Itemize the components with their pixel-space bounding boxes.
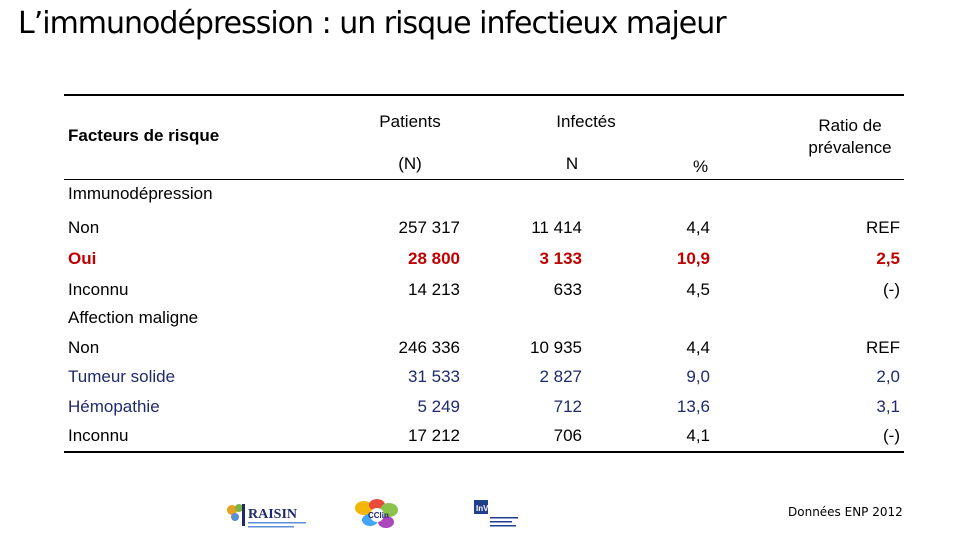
- cell-ratio: REF: [866, 218, 900, 237]
- header-ratio-line1: Ratio de: [818, 116, 882, 135]
- cell-patients: 257 317: [398, 218, 460, 237]
- svg-text:CClin: CClin: [368, 511, 389, 520]
- cell-percent: 4,4: [686, 218, 710, 237]
- row-label: Hémopathie: [68, 397, 160, 416]
- cell-patients: 5 249: [417, 397, 460, 416]
- cell-percent: 4,4: [686, 338, 710, 357]
- header-patients: Patients: [379, 112, 441, 131]
- table-top-rule: [64, 94, 904, 96]
- cell-infected: 10 935: [530, 338, 582, 357]
- raisin-logo: [222, 498, 314, 532]
- slide-title: L’immunodépression : un risque infectieux majeur: [18, 6, 726, 41]
- section-title-immunodepression: Immunodépression: [68, 184, 213, 203]
- cell-patients: 246 336: [398, 338, 460, 357]
- row-label: Tumeur solide: [68, 367, 176, 386]
- svg-text:RAISIN: RAISIN: [248, 507, 298, 522]
- header-infected-n: N: [565, 154, 579, 173]
- cell-percent: 4,5: [686, 280, 710, 299]
- cell-ratio: (-): [883, 280, 900, 299]
- cell-infected: 11 414: [531, 218, 582, 237]
- cell-percent: 13,6: [676, 397, 710, 416]
- cell-infected: 3 133: [539, 249, 582, 268]
- cell-infected: 712: [553, 397, 582, 416]
- header-infected: Infectés: [556, 112, 616, 131]
- cell-ratio: 2,0: [876, 367, 900, 386]
- cell-patients: 31 533: [408, 367, 460, 386]
- source-note: Données ENP 2012: [788, 505, 903, 519]
- cell-infected: 2 827: [539, 367, 582, 386]
- row-label: Inconnu: [68, 426, 129, 445]
- table-header-rule: [64, 179, 904, 180]
- row-label: Inconnu: [68, 280, 129, 299]
- header-percent: %: [693, 157, 709, 176]
- row-label: Non: [68, 338, 100, 357]
- cell-infected: 706: [553, 426, 582, 445]
- cell-percent: 10,9: [676, 249, 710, 268]
- header-patients-n: (N): [398, 154, 422, 173]
- cell-patients: 17 212: [408, 426, 460, 445]
- invs-logo: [474, 500, 520, 530]
- cell-patients: 14 213: [408, 280, 460, 299]
- section-title-affection-maligne: Affection maligne: [68, 308, 199, 327]
- header-factors: Facteurs de risque: [68, 126, 220, 145]
- cell-ratio: REF: [866, 338, 900, 357]
- cell-patients: 28 800: [408, 249, 460, 268]
- svg-text:InVS: InVS: [476, 504, 494, 513]
- header-ratio-line2: prévalence: [808, 138, 892, 157]
- table-bottom-rule: [64, 451, 904, 453]
- row-label: Non: [68, 218, 100, 237]
- row-label: Oui: [68, 249, 97, 268]
- cell-infected: 633: [553, 280, 582, 299]
- cell-ratio: 3,1: [876, 397, 900, 416]
- cell-ratio: (-): [883, 426, 900, 445]
- cell-percent: 9,0: [686, 367, 710, 386]
- cell-percent: 4,1: [686, 426, 710, 445]
- cclin-logo: [344, 496, 410, 534]
- cell-ratio: 2,5: [876, 249, 900, 268]
